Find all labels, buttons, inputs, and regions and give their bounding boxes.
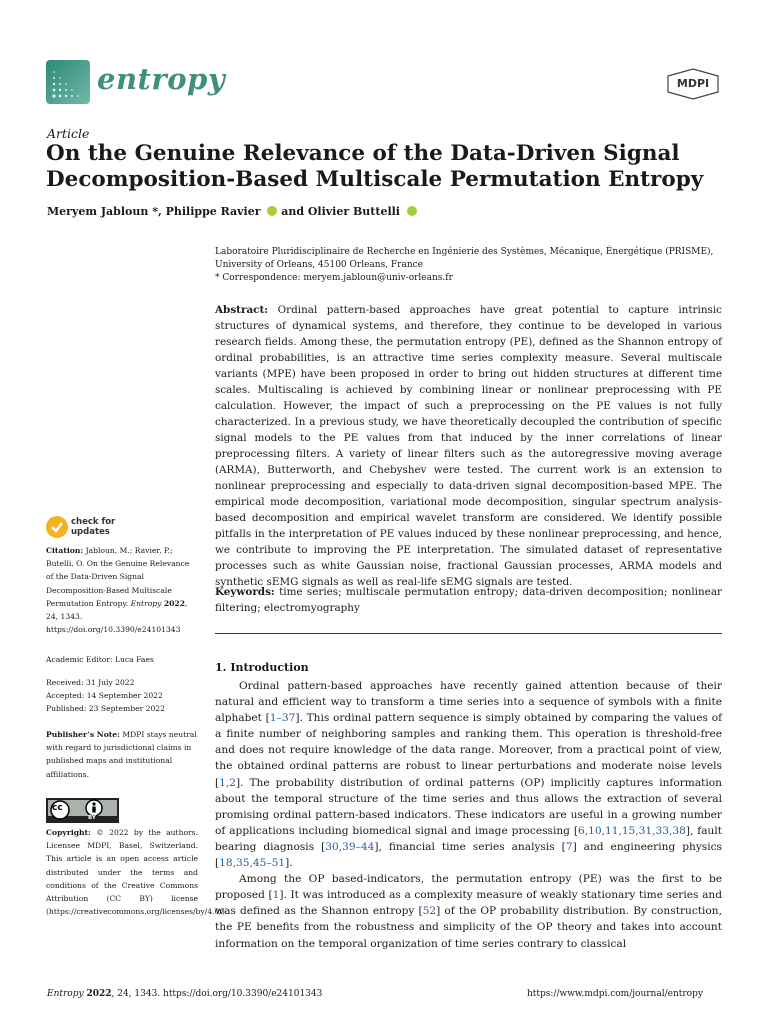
publisher-name: MDPI bbox=[676, 77, 710, 90]
published-date: Published: 23 September 2022 bbox=[46, 704, 165, 714]
authors-last: and Olivier Buttelli bbox=[281, 205, 400, 218]
citation-link[interactable]: 1–37 bbox=[269, 712, 296, 725]
affiliation-line: University of Orleans, 45100 Orleans, France bbox=[215, 260, 423, 271]
citation-link[interactable]: 18,35,45–51 bbox=[219, 857, 286, 870]
copyright-text: © 2022 by the authors. Licensee MDPI, Basel, Switzerland. This article is an open access article distributed under the terms and conditions of the Creative Commons Attribution (CC BY) license (https://creativecommons.org/licenses/by/4.0/). bbox=[46, 828, 228, 917]
keywords-label: Keywords: bbox=[215, 586, 275, 598]
keywords-text: time series; multiscale permutation entropy; data-driven decomposition; nonlinear filtering; electromyography bbox=[215, 586, 722, 614]
publisher-logo[interactable] bbox=[666, 68, 720, 100]
citation-doi[interactable]: , 24, 1343. https://doi.org/10.3390/e24101343 bbox=[46, 598, 188, 635]
citation-link[interactable]: 7 bbox=[565, 840, 573, 853]
citation-link[interactable]: 6,10,11,15,31,33,38 bbox=[578, 824, 686, 837]
citation-text: Jabloun, M.; Ravier, P.; Butelli, O. On the Genuine Relevance of the Data-Driven Signal Decomposition-Based Multiscale Permutation Entropy. bbox=[46, 546, 190, 608]
cc-by-label: BY bbox=[88, 815, 96, 821]
orcid-icon[interactable] bbox=[407, 206, 417, 216]
author-list bbox=[47, 205, 417, 218]
publication-dates bbox=[46, 676, 198, 716]
citation-link[interactable]: 30,39–44 bbox=[325, 840, 375, 853]
abstract-text: Ordinal pattern-based approaches have great potential to capture intrinsic structures of dynamical systems, and therefore, they continue to be developed in various research fields. Among these, the permutation entropy (PE), defined as the Shannon entropy of ordinal probabilities, is an attractive time series complexity measure. Several multiscale variants (MPE) have been proposed in order to bring out hidden structures at different time scales. Multiscaling is achieved by combining linear or nonlinear preprocessing with PE calculation. However, the impact of such a preprocessing on the PE values is not fully characterized. In a previous study, we have theoretically decoupled the contribution of specific signal models to the PE values from that induced by the inner correlations of linear preprocessing filters. A variety of linear filters such as the autoregressive moving average (ARMA), Butterworth, and Chebyshev were tested. The current work is an extension to nonlinear preprocessing and especially to data-driven signal decomposition-based MPE. The empirical mode decomposition, variational mode decomposition, singular spectrum analysis-based decomposition and empirical wavelet transform are considered. We identify possible pitfalls in the interpretation of PE values induced by these nonlinear preprocessing, and hence, we contribute to improving the PE interpretation. The simulated dataset of representative processes such as white Gaussian noise, fractional Gaussian processes, ARMA models and synthetic sEMG signals as well as real-life sEMG signals are tested. bbox=[215, 304, 722, 588]
paper-title: On the Genuine Relevance of the Data-Driven Signal Decomposition-Based Multiscale Permutation Entropy bbox=[46, 141, 704, 192]
affiliation-block bbox=[215, 246, 735, 286]
publisher-note-text: MDPI stays neutral with regard to jurisdictional claims in published maps and institutional affiliations. bbox=[46, 730, 197, 779]
accepted-date: Accepted: 14 September 2022 bbox=[46, 691, 163, 701]
section-heading: 1. Introduction bbox=[215, 661, 309, 674]
footer-year: 2022 bbox=[86, 989, 112, 999]
article-type: Article bbox=[47, 126, 90, 141]
check-for-updates-button[interactable] bbox=[46, 516, 136, 542]
citation-link[interactable]: 52 bbox=[422, 905, 437, 918]
citation-journal: Entropy bbox=[130, 598, 162, 608]
abstract bbox=[215, 302, 722, 590]
orcid-icon[interactable] bbox=[267, 206, 277, 216]
body-text bbox=[215, 678, 722, 952]
affiliation-line: Laboratoire Pluridisciplinaire de Recherche en Ingénierie des Systèmes, Mécanique, Énergétique (PRISME), bbox=[215, 247, 714, 257]
journal-logo-icon bbox=[46, 60, 90, 104]
paragraph: Among the OP based-indicators, the permutation entropy (PE) was the first to be proposed [1]. It was introduced as a complexity measure of weakly stationary time series and was defined as the Shannon entropy [52] of the OP probability distribution. By construction, the PE benefits from the robustness and simplicity of the OP theory and takes into account information on the temporal organization of time series contrary to classical bbox=[215, 873, 722, 950]
received-date: Received: 31 July 2022 bbox=[46, 678, 135, 687]
cc-by-license-badge[interactable] bbox=[46, 798, 119, 823]
citation-link[interactable]: 1 bbox=[272, 889, 280, 902]
citation-year: 2022 bbox=[163, 598, 185, 608]
citation-label: Citation: bbox=[46, 546, 84, 555]
copyright-notice bbox=[46, 826, 228, 918]
check-updates-label: check for updates bbox=[71, 517, 116, 537]
cc-icon: cc bbox=[52, 803, 63, 813]
footer-doi[interactable]: , 24, 1343. https://doi.org/10.3390/e24101343 bbox=[111, 989, 323, 999]
citation-link[interactable]: 1,2 bbox=[219, 776, 236, 789]
citation-block bbox=[46, 544, 198, 636]
journal-name: entropy bbox=[97, 62, 226, 96]
copyright-label: Copyright: bbox=[46, 828, 91, 837]
correspondence: * Correspondence: meryem.jabloun@univ-orleans.fr bbox=[215, 273, 453, 284]
publisher-note bbox=[46, 728, 198, 781]
divider bbox=[215, 633, 722, 634]
academic-editor: Academic Editor: Luca Faes bbox=[46, 655, 154, 664]
keywords bbox=[215, 584, 722, 616]
footer-citation bbox=[47, 989, 322, 999]
abstract-label: Abstract: bbox=[215, 304, 269, 316]
check-updates-icon bbox=[46, 516, 68, 538]
journal-url-link[interactable]: https://www.mdpi.com/journal/entropy bbox=[527, 989, 703, 999]
publisher-note-label: Publisher’s Note: bbox=[46, 730, 120, 739]
authors-text: Meryem Jabloun *, Philippe Ravier bbox=[47, 205, 261, 218]
footer-journal: Entropy bbox=[47, 989, 84, 999]
paragraph: Ordinal pattern-based approaches have recently gained attention because of their natural and efficient way to transform a time series into a sequence of symbols with a finite alphabet [1–37]. This ordinal pattern sequence is simply obtained by comparing the values of a finite number of neighboring samples and ranking them. This operation is threshold-free and does not require knowledge of the data range. Moreover, from a practical point of view, the obtained ordinal patterns are robust to linear perturbations and moderate noise levels [1,2]. The probability distribution of ordinal patterns (OP) implicitly captures information about the temporal structure of the time series and thus allows the extraction of several promising ordinal pattern-based indicators. These indicators are useful in a growing number of applications including biomedical signal and image processing [6,10,11,15,31,33,38], fault bearing diagnosis [30,39–44], financial time series analysis [7] and engineering physics [18,35,45–51]. bbox=[215, 680, 722, 870]
